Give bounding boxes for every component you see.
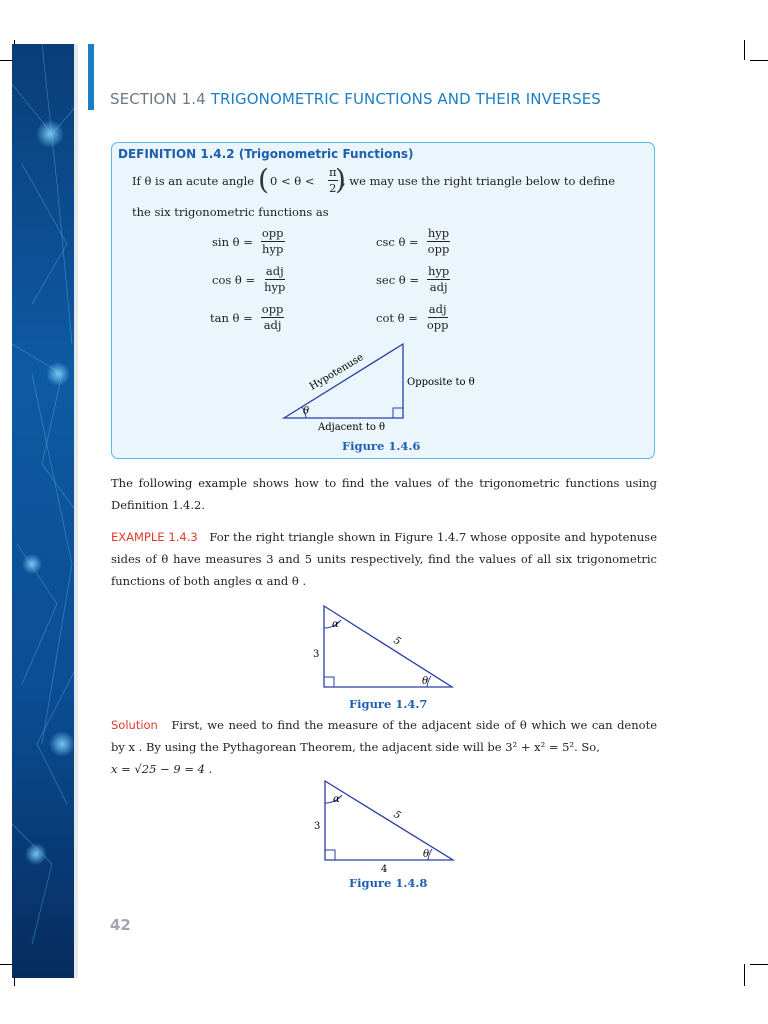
cos-num: adj	[265, 264, 284, 278]
right-triangle	[284, 344, 403, 418]
sec-num: hyp	[428, 264, 450, 278]
sec-definition	[376, 264, 450, 295]
cot-definition	[376, 302, 450, 333]
cos-lhs: cos θ =	[212, 272, 256, 287]
solution-block	[111, 714, 657, 780]
interval-text: 0 < θ <	[270, 174, 315, 188]
two: 2	[329, 181, 337, 195]
csc-lhs: csc θ =	[376, 234, 419, 249]
side-3-label: 3	[313, 649, 320, 660]
definition-title: DEFINITION 1.4.2 (Trigonometric Functions)	[118, 147, 414, 161]
cot-den: opp	[426, 318, 449, 332]
pi-symbol: π	[329, 165, 337, 179]
figure-1-4-7-caption: Figure 1.4.7	[349, 697, 428, 711]
solution-label: Solution	[111, 718, 158, 732]
cot-num: adj	[428, 302, 447, 316]
alpha-label: α	[332, 619, 339, 630]
right-angle-marker	[393, 408, 403, 418]
example-block	[111, 526, 657, 592]
right-triangle	[324, 606, 452, 687]
crop-mark	[750, 964, 768, 965]
adjacent-label: Adjacent to θ	[318, 422, 386, 433]
crop-mark	[750, 60, 768, 61]
sec-den: adj	[429, 280, 448, 294]
section-accent-bar	[88, 44, 94, 110]
tan-lhs: tan θ =	[210, 310, 253, 325]
example-text: For the right triangle shown in Figure 1.4.7 whose opposite and hypotenuse sides of θ have measures 3 and 5 units respectively, find the values of all six trigonometric functions of both angles α and θ .	[111, 530, 657, 588]
cot-lhs: cot θ =	[376, 310, 418, 325]
hypotenuse-label: Hypotenuse	[307, 351, 366, 393]
csc-num: hyp	[427, 226, 450, 240]
section-number: SECTION 1.4	[110, 90, 206, 108]
figure-1-4-6-diagram	[272, 338, 492, 433]
definition-intro-a: If θ is an acute angle	[132, 174, 255, 188]
decorative-sidebar	[12, 44, 78, 978]
figure-1-4-8-caption: Figure 1.4.8	[349, 876, 428, 890]
right-angle-marker	[325, 850, 335, 860]
sin-den: hyp	[262, 242, 284, 256]
side-5-label: 5	[391, 635, 403, 648]
crop-mark	[744, 40, 745, 60]
sec-lhs: sec θ =	[376, 272, 420, 287]
cos-definition	[212, 264, 286, 295]
solution-text: First, we need to find the measure of the adjacent side of θ which we can denote by x . By using the Pythagorean Theorem, the adjacent side will be 3² + x² = 5². So,	[111, 718, 657, 754]
definition-box	[111, 142, 655, 459]
definition-intro-line2: the six trigonometric functions as	[132, 205, 329, 219]
alpha-label: α	[333, 794, 340, 805]
example-label: EXAMPLE 1.4.3	[111, 530, 198, 544]
theta-label: θ	[423, 849, 430, 860]
opposite-label: Opposite to θ	[407, 377, 475, 388]
close-paren: )	[335, 163, 346, 196]
sin-definition	[212, 226, 285, 257]
definition-intro-b: , we may use the right triangle below to define	[342, 174, 616, 188]
right-angle-marker	[324, 677, 334, 687]
side-5-label: 5	[391, 809, 403, 822]
tan-definition	[210, 302, 284, 333]
theta-label: θ	[303, 406, 310, 417]
side-3-label: 3	[314, 821, 321, 832]
tan-den: adj	[263, 318, 282, 332]
cos-den: hyp	[264, 280, 286, 294]
tan-num: opp	[261, 302, 284, 316]
section-heading	[110, 90, 601, 108]
figure-1-4-7-diagram	[305, 598, 465, 693]
solution-result: x = √25 − 9 = 4 .	[111, 762, 213, 776]
sin-num: opp	[261, 226, 284, 240]
section-title: TRIGONOMETRIC FUNCTIONS AND THEIR INVERSES	[210, 90, 601, 108]
sin-lhs: sin θ =	[212, 234, 253, 249]
csc-definition	[376, 226, 450, 257]
figure-1-4-6-caption: Figure 1.4.6	[342, 439, 421, 453]
crop-mark	[744, 964, 745, 986]
csc-den: opp	[427, 242, 450, 256]
page-number: 42	[110, 916, 131, 934]
right-triangle	[325, 781, 453, 860]
side-4-label: 4	[381, 864, 388, 874]
theta-label: θ	[422, 676, 429, 687]
intro-paragraph: The following example shows how to find the values of the trigonometric functions using Definition 1.4.2.	[111, 476, 657, 512]
open-paren: (	[258, 163, 269, 196]
figure-1-4-8-diagram	[305, 774, 465, 874]
